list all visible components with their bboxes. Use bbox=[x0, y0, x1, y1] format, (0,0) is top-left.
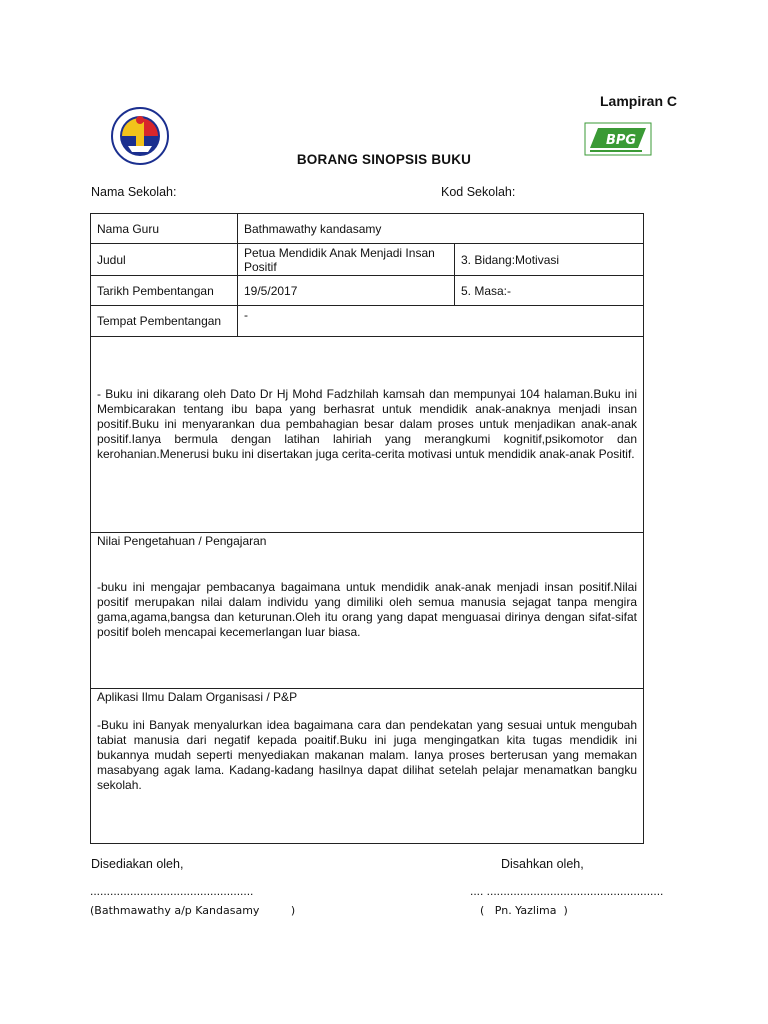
place-value: - bbox=[238, 306, 644, 337]
approved-by-label: Disahkan oleh, bbox=[501, 857, 584, 871]
application-title: Aplikasi Ilmu Dalam Organisasi / P&P bbox=[97, 690, 298, 704]
school-code-label: Kod Sekolah: bbox=[441, 185, 516, 199]
values-row bbox=[91, 533, 644, 689]
prepared-by-label: Disediakan oleh, bbox=[91, 857, 184, 871]
form-title: BORANG SINOPSIS BUKU bbox=[296, 152, 472, 167]
school-name-label: Nama Sekolah: bbox=[91, 185, 177, 199]
title-value: Petua Mendidik Anak Menjadi Insan Positif bbox=[238, 244, 455, 276]
duration-value: 5. Masa:- bbox=[455, 276, 644, 306]
approved-signature-line: .... ..................................................... bbox=[470, 884, 664, 898]
values-title: Nilai Pengetahuan / Pengajaran bbox=[97, 534, 267, 548]
attachment-label: Lampiran C bbox=[600, 93, 678, 109]
title-label: Judul bbox=[91, 244, 238, 276]
title-row bbox=[91, 244, 644, 276]
field-value: 3. Bidang:Motivasi bbox=[455, 244, 644, 276]
teacher-row bbox=[91, 214, 644, 244]
date-value: 19/5/2017 bbox=[238, 276, 455, 306]
prepared-by-name: (Bathmawathy a/p Kandasamy ) bbox=[90, 904, 296, 917]
application-text: -Buku ini Banyak menyalurkan idea bagaimana cara dan pendekatan yang sesuai untuk mengubah tabiat manusia dari negatif kepada poaitif.Buku ini juga mengingatkan kita tugas mendidik ini bukannya mudah seperti menyediakan makanan malam. Ianya proses berterusan yang memakan masabyang agak lama. Kadang-kadang hasilnya dapat dilihat setelah pelajar menamatkan bangku sekolah. bbox=[97, 718, 637, 792]
values-text: -buku ini mengajar pembacanya bagaimana untuk mendidik anak-anak menjadi insan positif.Nilai positif merupakan nilai dalam individu yang dimiliki oleh semua manusia sejagat tanpa mengira gama,agama,bangsa dan keturunan.Oleh itu orang yang dapat menguasai dirinya dengan sifat-sifat positif boleh mencapai kecemerlangan luar biasa. bbox=[97, 580, 637, 639]
date-label: Tarikh Pembentangan bbox=[91, 276, 238, 306]
place-row bbox=[91, 306, 644, 337]
application-row bbox=[91, 689, 644, 844]
date-row bbox=[91, 276, 644, 306]
approved-by-name: ( Pn. Yazlima ) bbox=[480, 904, 568, 917]
synopsis-row bbox=[91, 337, 644, 533]
prepared-signature-line: ................................................. bbox=[90, 884, 254, 898]
synopsis-form-table bbox=[90, 213, 644, 844]
bpg-logo bbox=[584, 122, 652, 156]
teacher-value: Bathmawathy kandasamy bbox=[238, 214, 644, 244]
synopsis-text: - Buku ini dikarang oleh Dato Dr Hj Mohd Fadzhilah kamsah dan mempunyai 104 halaman.Buku ini Membicarakan tentang ibu bapa yang berhasrat untuk mendidik anak-anaknya menjadi insan positif.Buku ini menyarankan dua pembahagian besar dalam proses untuk menjadikan anak-anak positif.Ianya bermula dengan latihan lahiriah yang merangkumi kognitif,psikomotor dan kerohanian.Menerusi buku ini disertakan juga cerita-cerita motivasi untuk mendidik anak-anak Positif. bbox=[97, 387, 637, 461]
place-label: Tempat Pembentangan bbox=[91, 306, 238, 337]
teacher-label: Nama Guru bbox=[91, 214, 238, 244]
bpg-logo-text: BPG bbox=[606, 133, 637, 148]
